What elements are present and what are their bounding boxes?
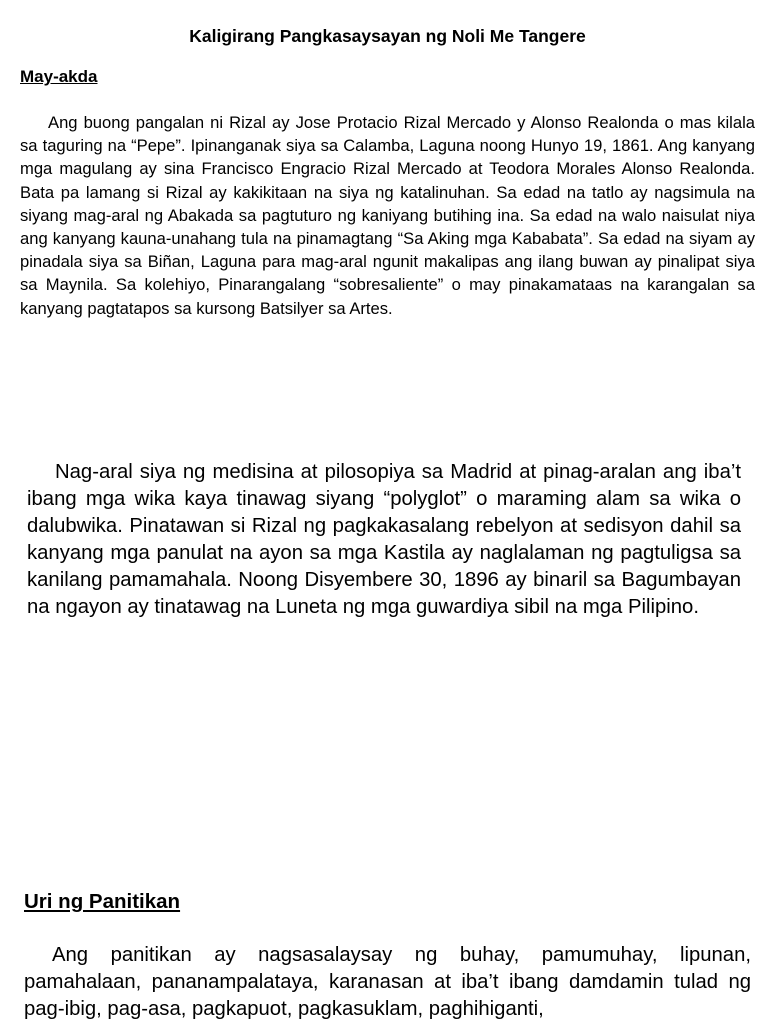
section-heading-uri-ng-panitikan: Uri ng Panitikan — [24, 890, 181, 913]
paragraph-may-akda-1: Ang buong pangalan ni Rizal ay Jose Protacio Rizal Mercado y Alonso Realonda o mas kilala sa taguring na “Pepe”. Ipinanganak siya sa Calamba, Laguna noong Hunyo 19, 1861. Ang kanyang mga magulang ay sina Francisco Engracio Rizal Mercado at Teodora Morales Alonso Realonda. Bata pa lamang si Rizal ay kakikitaan na siya ng katalinuhan. Sa edad na tatlo ay nagsimula na siyang mag-aral ng Abakada sa pagtuturo ng kaniyang butihing ina. Sa edad na walo naisulat niya ang kanyang kauna-unahang tula na pinamagtang “Sa Aking mga Kababata”. Sa edad na siyam ay pinadala siya sa Biñan, Laguna para mag-aral ngunit makalipas ang ilang buwan ay pinalipat siya sa Maynila. Sa kolehiyo, Pinarangalang “sobresaliente” o may pinakamataas na karangalan sa kanyang pagtatapos sa kursong Batsilyer sa Artes. — [20, 113, 755, 318]
paragraph-may-akda-2: Nag-aral siya ng medisina at pilosopiya sa Madrid at pinag-aralan ang iba’t ibang mga wika kaya tinawag siyang “polyglot” o maraming alam sa wika o dalubwika. Pinatawan si Rizal ng pagkakasalang rebelyon at sedisyon dahil sa kanyang mga panulat na ayon sa mga Kastila ay naglalaman ng pagtuligsa sa kanilang pamamahala. Noong Disyembere 30, 1896 ay binaril sa Bagumbayan na ngayon ay tinatawag na Luneta ng mga guwardiya sibil na mga Pilipino. — [27, 461, 741, 618]
document-title: Kaligirang Pangkasaysayan ng Noli Me Tangere — [189, 26, 586, 46]
section-heading-may-akda: May-akda — [20, 67, 98, 86]
paragraph-uri-ng-panitikan-1: Ang panitikan ay nagsasalaysay ng buhay, pamumuhay, lipunan, pamahalaan, pananampalataya, karanasan at iba’t ibang damdamin tulad ng pag-ibig, pag-asa, pagkapuot, pagkasuklam, paghihiganti, — [24, 944, 751, 1020]
